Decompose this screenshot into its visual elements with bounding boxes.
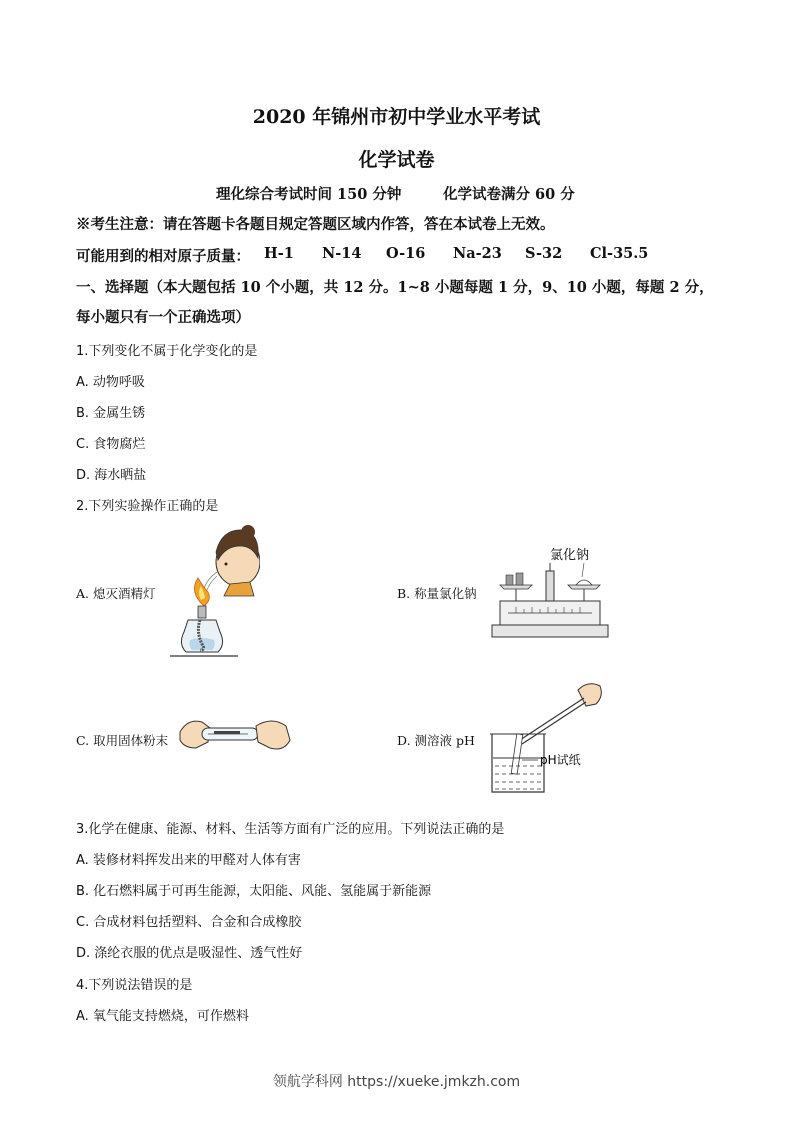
section-heading-line1: 一、选择题（本大题包括 10 个小题，共 12 分。1~8 小题每题 1 分，9、10 小题，每题 2 分， [76,279,714,296]
ph-paper-label: pH试纸 [540,753,581,767]
footer-watermark: 领航学科网 https://xueke.jmkzh.com [272,1074,521,1090]
question-stem: 4.下列说法错误的是 [76,978,193,993]
question-stem: 3.化学在健康、能源、材料、生活等方面有广泛的应用。下列说法正确的是 [76,822,505,837]
full-score: 化学试卷满分 60 分 [443,186,575,203]
option-c: C. 食物腐烂 [76,437,146,452]
atomic-mass-line [76,245,649,266]
atomic-mass-item: S-32 [525,245,563,262]
option-b: B. 化石燃料属于可再生能源，太阳能、风能、氢能属于新能源 [76,884,432,899]
option-a: A. 熄灭酒精灯 [76,586,156,601]
option-d: D. 涤纶衣服的优点是吸湿性、透气性好 [76,946,303,961]
option-c: C. 取用固体粉末 [76,733,169,748]
atomic-mass-item: H-1 [264,245,294,262]
option-d: D. 海水晒盐 [76,468,147,483]
option-d: D. 测溶液 pH [397,733,475,748]
test-tube-illustration [178,712,293,760]
alcohol-lamp-illustration [160,520,260,665]
exam-subtitle: 化学试卷 [358,149,435,171]
option-b: B. 金属生锈 [76,406,146,421]
question-stem: 2.下列实验操作正确的是 [76,499,219,514]
atomic-mass-item: N-14 [322,245,362,262]
nacl-label: 氯化钠 [550,548,590,563]
section-heading-line2: 每小题只有一个正确选项） [76,309,250,326]
notice: ※考生注意：请在答题卡各题目规定答题区域内作答，答在本试卷上无效。 [76,216,555,233]
exam-time: 理化综合考试时间 150 分钟 [216,186,402,203]
balance-illustration [488,543,613,641]
option-a: A. 装修材料挥发出来的甲醛对人体有害 [76,853,301,868]
option-a: A. 动物呼吸 [76,375,145,390]
question-stem: 1.下列变化不属于化学变化的是 [76,344,258,359]
option-b: B. 称量氯化钠 [397,586,477,601]
atomic-mass-item: O-16 [386,245,426,262]
option-a: A. 氧气能支持燃烧，可作燃料 [76,1009,249,1024]
exam-title: 2020 年锦州市初中学业水平考试 [252,106,541,128]
atomic-mass-item: Cl-35.5 [590,245,649,262]
atomic-mass-item: Na-23 [453,245,502,262]
atomic-mass-label: 可能用到的相对原子质量： [76,248,250,265]
ph-test-illustration [488,676,608,798]
option-c: C. 合成材料包括塑料、合金和合成橡胶 [76,915,302,930]
